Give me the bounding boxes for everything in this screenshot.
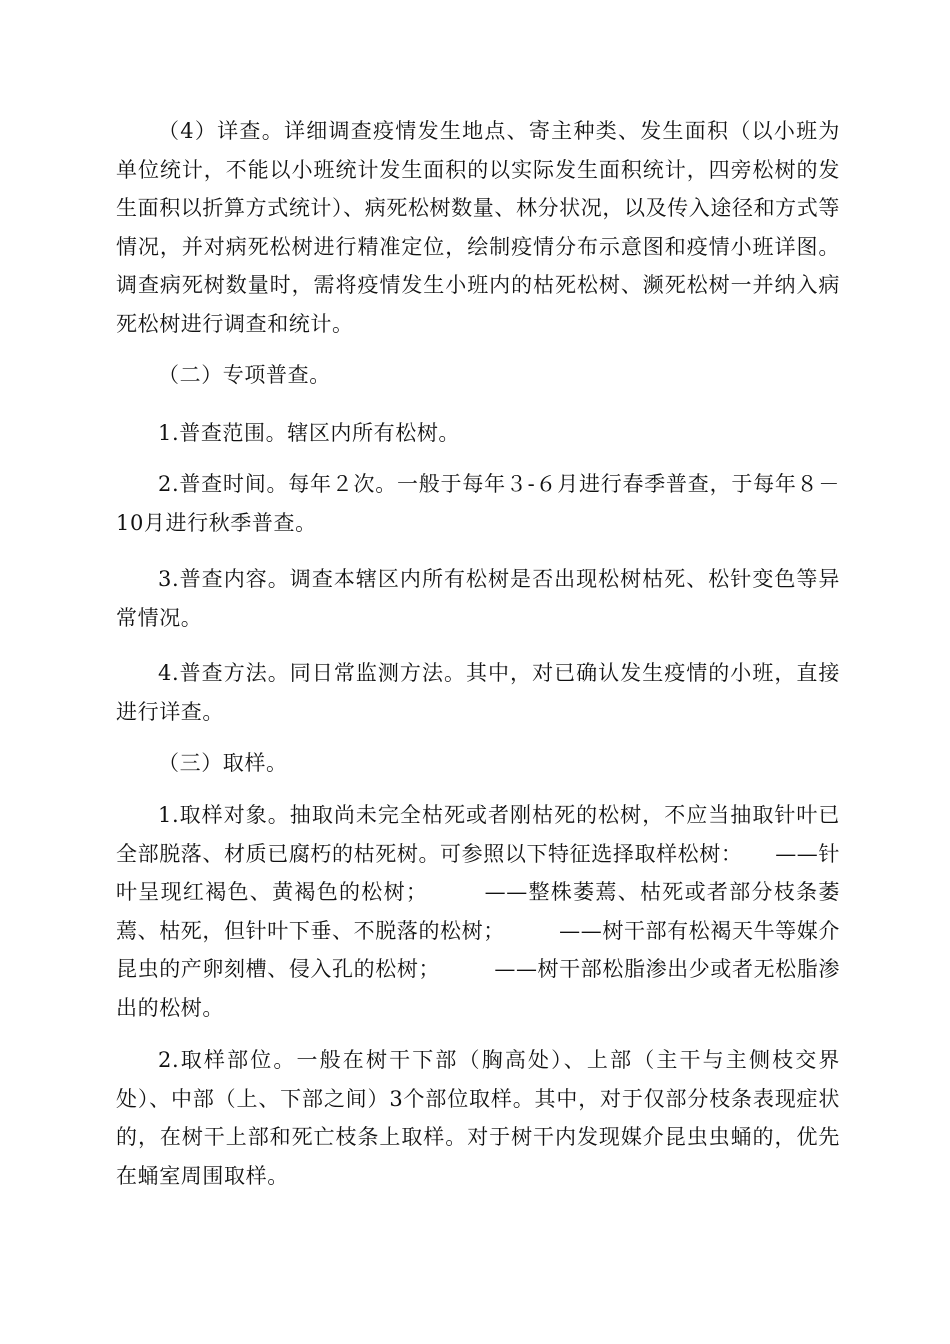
paragraph-sampling-part: 2.取样部位。一般在树干下部（胸高处）、上部（主干与主侧枝交界处）、中部（上、下部之间）3个部位取样。其中，对于仅部分枝条表现症状的，在树干上部和死亡枝条上取样。对于树干内发现媒介昆虫虫蛹的，优先在蛹室周围取样。 [116, 1048, 840, 1188]
paragraph-survey-time: 2.普查时间。每年２次。一般于每年３-６月进行春季普查，于每年８－10月进行秋季普查。 [116, 472, 840, 535]
paragraph-survey-method: 4.普查方法。同日常监测方法。其中，对已确认发生疫情的小班，直接进行详查。 [116, 661, 840, 724]
paragraph-survey-scope: 1.普查范围。辖区内所有松树。 [158, 421, 461, 445]
paragraph-survey-content: 3.普查内容。调查本辖区内所有松树是否出现松树枯死、松针变色等异常情况。 [116, 567, 840, 630]
paragraph-sampling-object: 1.取样对象。抽取尚未完全枯死或者刚枯死的松树，不应当抽取针叶已全部脱落、材质已腐朽的枯死树。可参照以下特征选择取样松树： ——针叶呈现红褐色、黄褐色的松树； ——整株萎蔫、枯死或者部分枝条萎蔫、枯死，但针叶下垂、不脱落的松树； ——树干部有松褐天牛等媒介昆虫的产卵刻槽、侵入孔的松树； ——树干部松脂渗出少或者无松脂渗出的松树。 [116, 803, 840, 1020]
heading-special-survey: （二）专项普查。 [158, 363, 331, 387]
paragraph-detailed-survey: （4）详查。详细调查疫情发生地点、寄主种类、发生面积（以小班为单位统计，不能以小班统计发生面积的以实际发生面积统计，四旁松树的发生面积以折算方式统计）、病死松树数量、林分状况，以及传入途径和方式等情况，并对病死松树进行精准定位，绘制疫情分布示意图和疫情小班详图。调查病死树数量时，需将疫情发生小班内的枯死松树、濒死松树一并纳入病死松树进行调查和统计。 [116, 119, 840, 336]
heading-sampling: （三）取样。 [158, 751, 288, 775]
